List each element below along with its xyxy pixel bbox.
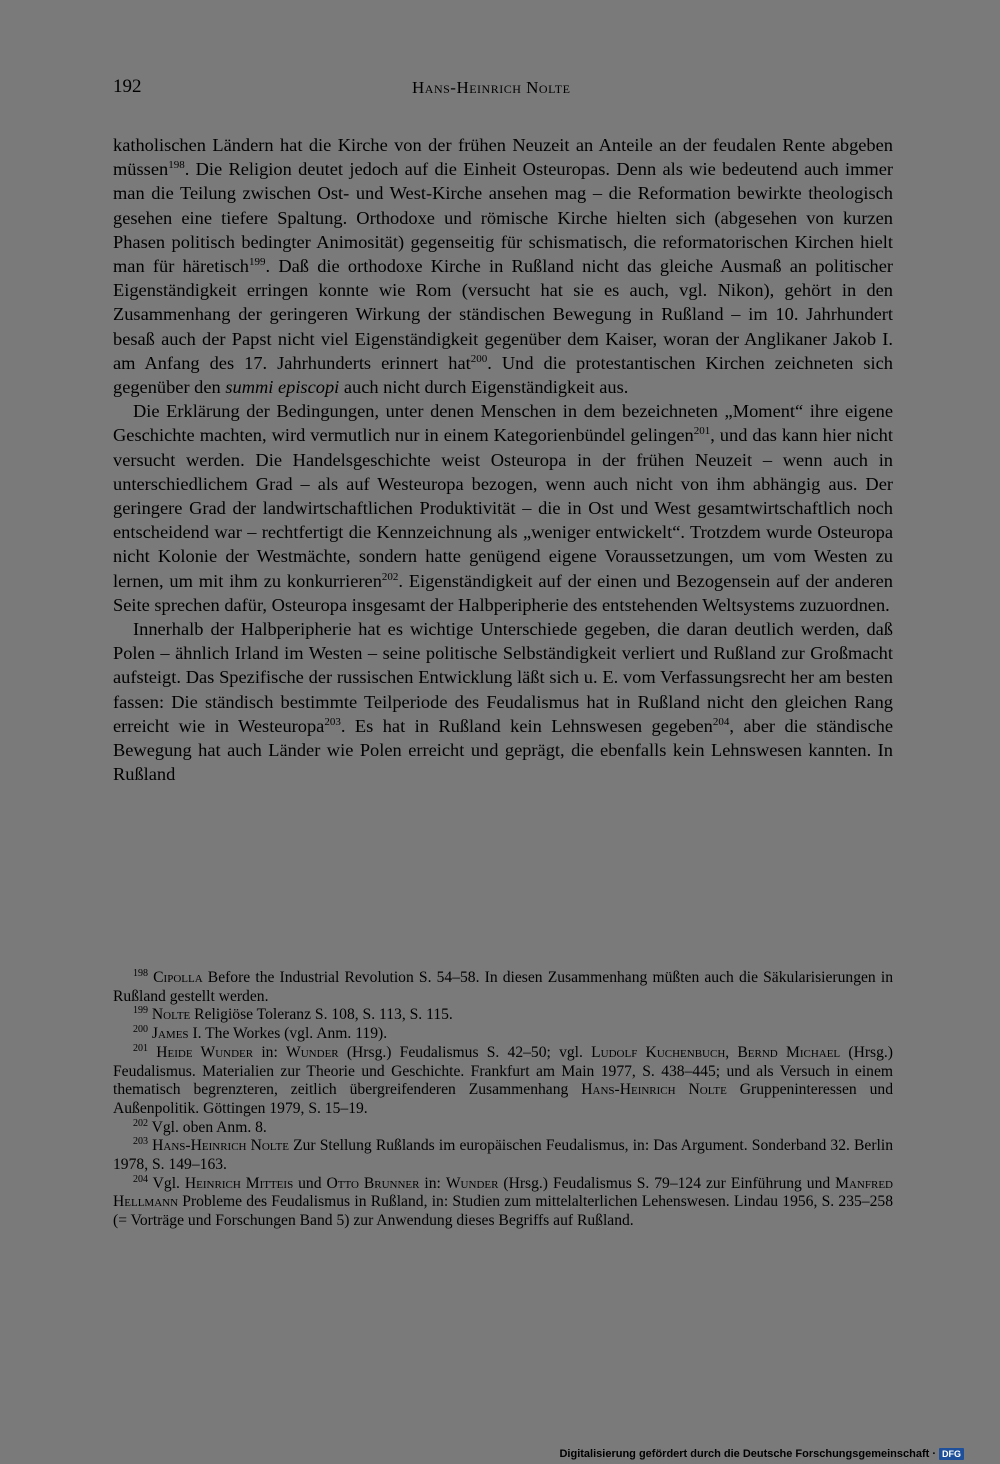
- footnote-ref: 203: [324, 715, 341, 728]
- footnote-ref: 199: [248, 255, 266, 268]
- footnote-ref: 202: [381, 570, 399, 583]
- footnote-ref: 201: [693, 425, 711, 438]
- body-text: [113, 133, 893, 786]
- footer-credit: [559, 1448, 964, 1460]
- footnote-203: $^{203}$ Hans-Heinrich Nolte Zur Stellung Rußlands im europäischen Feudalismus, in: Das Argument. Sonderband 32. Berlin 1978, S. 149–163.: [113, 1136, 893, 1174]
- footnote-202: $^{202}$ Vgl. oben Anm. 8.: [133, 1117, 267, 1136]
- footnotes: [113, 969, 893, 1231]
- dfg-logo: DFG: [939, 1448, 964, 1460]
- footnote-200: $^{200}$ James I. The Workes (vgl. Anm. 119).: [133, 1023, 388, 1043]
- paragraph-3: Innerhalb der Halbperipherie hat es wichtige Unterschiede gegeben, die daran deutlich werden, daß Polen – ähnlich Irland im Westen – seine politische Selbständigkeit verliert und Rußland zur Großmacht aufsteigt. Das Spezifische der russischen Entwicklung läßt sich u. E. vom Verfassungsrecht her am besten fassen: Die ständisch bestimmte Teilperiode des Feudalismus hat in Rußland nicht den gleichen Rang erreicht wie in Westeuropa$^{203}$. Es hat in Rußland kein Lehnswesen gegeben$^{204}$, aber die ständische Bewegung hat auch Länder wie Polen erreicht und geprägt, die ebenfalls kein Lehnswesen kannten. In Rußland: [113, 619, 893, 785]
- footnote-ref: 204: [712, 715, 730, 728]
- paragraph-1: katholischen Ländern hat die Kirche von der frühen Neuzeit an Anteile an der feudalen Rente abgeben müssen$^{198}$. Die Religion deutet jedoch auf die Einheit Osteuropas. Denn als wie bedeutend auch immer man die Teilung zwischen Ost- und West-Kirche ansehen mag – die Reformation bewirkte theologisch gesehen eine tiefere Spaltung. Orthodoxe und römische Kirche hielten sich (abgesehen von kurzen Phasen politisch bedingter Animosität) gegenseitig für schismatisch, die reformatorischen Kirchen hielt man für häretisch$^{199}$. Daß die orthodoxe Kirche in Rußland nicht das gleiche Ausmaß an politischer Eigenständigkeit erringen konnte wie Rom (versucht hat sie es auch, vgl. Nikon), gehört in den Zusammenhang der geringeren Wirkung der ständischen Bewegung in Rußland – im 10. Jahrhundert besaß auch der Papst nicht viel Eigenständigkeit gegenüber dem Kaiser, woran der Anglikaner Jakob I. am Anfang des 17. Jahrhunderts erinnert hat$^{200}$. Und die protestantischen Kirchen zeichneten sich gegenüber den summi episcopi auch nicht durch Eigenständigkeit aus.: [113, 135, 893, 398]
- footnote-ref: 198: [168, 159, 185, 172]
- running-head: Hans-Heinrich Nolte: [412, 78, 571, 97]
- footnote-ref: 200: [470, 352, 488, 365]
- page-number: 192: [113, 76, 142, 97]
- footnote-199: $^{199}$ Nolte Religiöse Toleranz S. 108, S. 113, S. 115.: [133, 1005, 453, 1024]
- footnote-204: $^{204}$ Vgl. Heinrich Mitteis und Otto Brunner in: Wunder (Hrsg.) Feudalismus S. 79–124 zur Einführung und Manfred Hellmann Probleme des Feudalismus in Rußland, in: Studien zum mittelalterlichen Lehenswesen. Lindau 1956, S. 235–258 (= Vorträge und Forschungen Band 5) zur Anwendung dieses Begriffs auf Rußland.: [113, 1173, 893, 1230]
- credit-text: Digitalisierung gefördert durch die Deutsche Forschungsgemeinschaft ·: [559, 1448, 936, 1460]
- footnote-198: $^{198}$ Cipolla Before the Industrial Revolution S. 54–58. In diesen Zusammenhang müßten auch die Säkularisierungen in Rußland gestellt werden.: [113, 967, 893, 1005]
- paragraph-2: Die Erklärung der Bedingungen, unter denen Menschen in dem bezeichneten „Moment“ ihre eigene Geschichte machten, wird vermutlich nur in einem Kategorienbündel gelingen$^{201}$, und das kann hier nicht versucht werden. Die Handelsgeschichte weist Osteuropa in der frühen Neuzeit – wenn auch in unterschiedlichem Grad – als auf Westeuropa bezogen, wenn auch nicht von ihm abhängig aus. Der geringere Grad der landwirtschaftlichen Produktivität – die in Ost und West gesamtwirtschaftlich noch entscheidend war – rechtfertigt die Kennzeichnung als „weniger entwickelt“. Trotzdem wurde Osteuropa nicht Kolonie der Westmächte, sondern hatte genügend eigene Voraussetzungen, um vom Westen zu lernen, um mit ihm zu konkurrieren$^{202}$. Eigenständigkeit auf der einen und Bezogensein auf der anderen Seite sprechen dafür, Osteuropa insgesamt der Halbperipherie des entstehenden Weltsystems zuzuordnen.: [113, 401, 893, 615]
- emphasis: summi episcopi: [225, 377, 340, 398]
- footnote-201: $^{201}$ Heide Wunder in: Wunder (Hrsg.) Feudalismus S. 42–50; vgl. Ludolf Kuchenbuch, Bernd Michael (Hrsg.) Feudalismus. Materialien zur Theorie und Geschichte. Frankfurt am Main 1977, S. 438–445; und als Versuch in einem thematisch begrenzteren, zeitlich übergreifenderen Zusammenhang Hans-Heinrich Nolte Gruppeninteressen und Außenpolitik. Göttingen 1979, S. 15–19.: [113, 1042, 893, 1117]
